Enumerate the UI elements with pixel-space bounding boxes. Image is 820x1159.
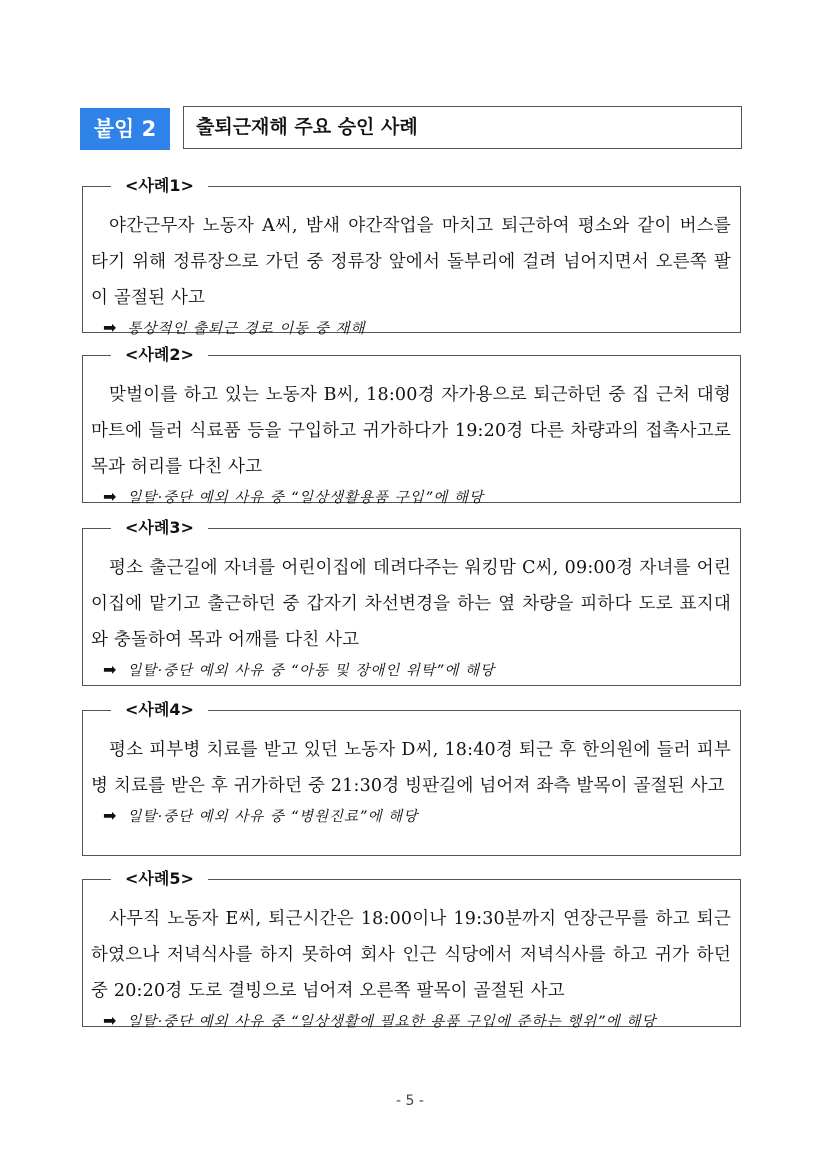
case-note-text: 일탈·중단 예외 사유 중 “아동 및 장애인 위탁”에 해당 [127,663,496,679]
case-box-4 [82,700,741,856]
case-note-text: 통상적인 출퇴근 경로 이동 중 재해 [127,321,366,337]
case-label: <사례5> [111,867,208,891]
case-box-1 [82,176,741,337]
arrow-right-icon: ➡ [103,806,118,825]
arrow-right-icon: ➡ [103,660,118,679]
case-label: <사례1> [111,174,208,198]
case-note [103,657,740,684]
arrow-right-icon: ➡ [103,318,118,337]
arrow-right-icon: ➡ [103,487,118,506]
case-note [103,484,740,511]
case-text: 야간근무자 노동자 A씨, 밤새 야간작업을 마치고 퇴근하여 평소와 같이 버스를 타기 위해 정류장으로 가던 중 정류장 앞에서 돌부리에 걸려 넘어지면서 오른쪽 팔이 골절된 사고 [91,216,731,308]
case-note [103,803,740,830]
case-note [103,315,740,342]
case-text: 사무직 노동자 E씨, 퇴근시간은 18:00이나 19:30분까지 연장근무를 하고 퇴근하였으나 저녁식사를 하지 못하여 회사 인근 식당에서 저녁식사를 하고 귀가 하던 중 20:20경 도로 결빙으로 넘어져 오른쪽 팔목이 골절된 사고 [91,909,731,1001]
case-label: <사례2> [111,343,208,367]
case-note [103,1008,740,1035]
case-note-text: 일탈·중단 예외 사유 중 “병원진료”에 해당 [127,809,419,825]
attachment-header [80,106,742,150]
case-text: 맞벌이를 하고 있는 노동자 B씨, 18:00경 자가용으로 퇴근하던 중 집 근처 대형마트에 들러 식료품 등을 구입하고 귀가하다가 19:20경 다른 차량과의 접촉사고로 목과 허리를 다친 사고 [91,385,731,477]
attachment-badge: 붙임 2 [80,108,170,150]
case-box-5 [82,869,741,1030]
attachment-title: 출퇴근재해 주요 승인 사례 [183,106,742,149]
case-note-text: 일탈·중단 예외 사유 중 “일상생활에 필요한 용품 구입에 준하는 행위”에 해당 [127,1014,657,1030]
case-box-3 [82,518,741,686]
page-number: - 5 - [396,1093,424,1109]
case-box-2 [82,345,741,506]
arrow-right-icon: ➡ [103,1011,118,1030]
case-label: <사례3> [111,516,208,540]
case-label: <사례4> [111,698,208,722]
case-text: 평소 출근길에 자녀를 어린이집에 데려다주는 워킹맘 C씨, 09:00경 자녀를 어린이집에 맡기고 출근하던 중 갑자기 차선변경을 하는 옆 차량을 피하다 도로 표지대와 충돌하여 목과 어깨를 다친 사고 [91,558,731,650]
case-note-text: 일탈·중단 예외 사유 중 “일상생활용품 구입”에 해당 [127,490,484,506]
case-text: 평소 피부병 치료를 받고 있던 노동자 D씨, 18:40경 퇴근 후 한의원에 들러 피부병 치료를 받은 후 귀가하던 중 21:30경 빙판길에 넘어져 좌측 발목이 골절된 사고 [91,740,731,796]
